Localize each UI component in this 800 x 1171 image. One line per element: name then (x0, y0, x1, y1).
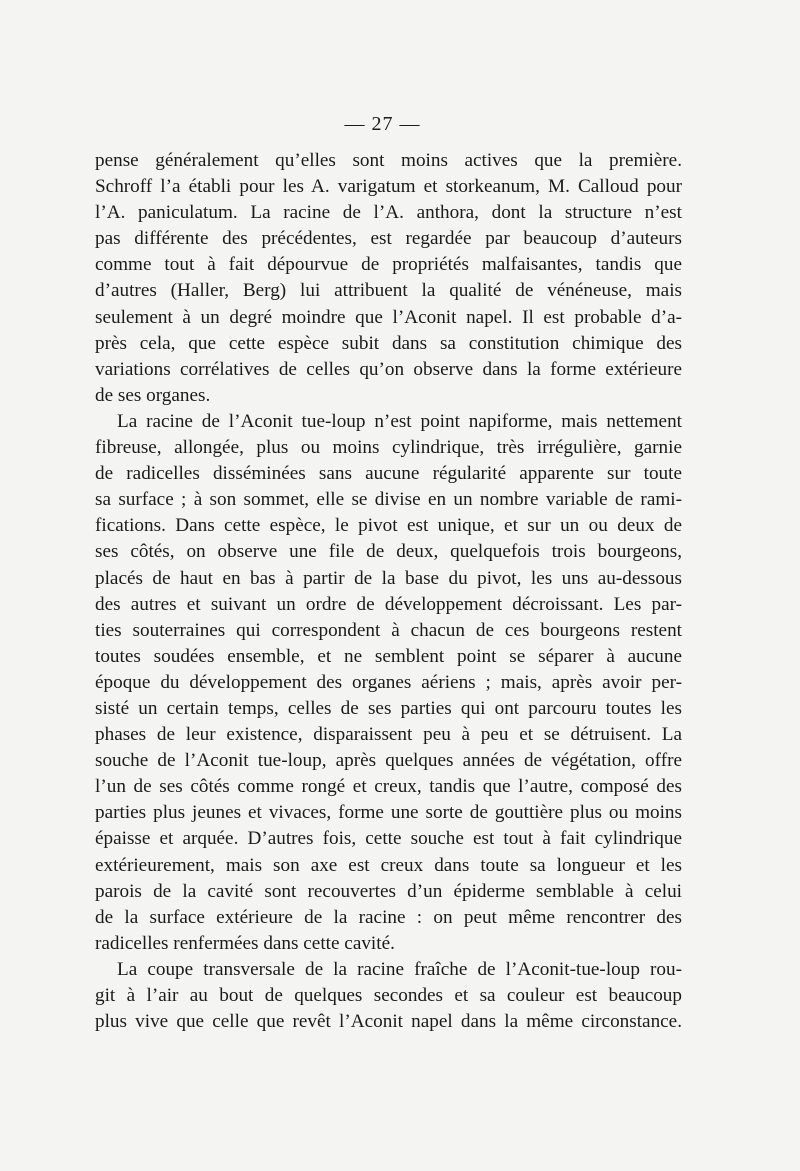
text-line: pas différente des précédentes, est regardée par beaucoup d’auteurs (95, 228, 682, 250)
text-line: extérieurement, mais son axe est creux dans toute sa longueur et les (95, 854, 682, 876)
text-line: de radicelles disséminées sans aucune régularité apparente sur toute (95, 463, 682, 485)
text-line: près cela, que cette espèce subit dans sa constitution chimique des (95, 332, 682, 354)
text-line: ses côtés, on observe une file de deux, quelquefois trois bourgeons, (95, 541, 682, 563)
text-line: plus vive que celle que revêt l’Aconit napel dans la même circonstance. (95, 1011, 682, 1033)
text-line: sa surface ; à son sommet, elle se divise en un nombre variable de rami- (95, 489, 682, 511)
text-line: des autres et suivant un ordre de développement décroissant. Les par- (95, 593, 682, 615)
text-line: radicelles renfermées dans cette cavité. (95, 932, 395, 954)
text-line: de la surface extérieure de la racine : on peut même rencontrer des (95, 906, 682, 928)
text-line: seulement à un degré moindre que l’Aconit napel. Il est probable d’a- (95, 306, 682, 328)
text-line: parois de la cavité sont recouvertes d’un épiderme semblable à celui (95, 880, 682, 902)
text-line: fications. Dans cette espèce, le pivot est unique, et sur un ou deux de (95, 515, 682, 537)
page-number: — 27 — (344, 113, 421, 135)
text-line: placés de haut en bas à partir de la base du pivot, les uns au-dessous (95, 567, 682, 589)
text-line: souche de l’Aconit tue-loup, après quelques années de végétation, offre (95, 750, 682, 772)
text-line: de ses organes. (95, 384, 211, 406)
text-line: La coupe transversale de la racine fraîche de l’Aconit-tue-loup rou- (117, 958, 682, 980)
text-line: Schroff l’a établi pour les A. varigatum et storkeanum, M. Calloud pour (95, 176, 682, 198)
text-line: épaisse et arquée. D’autres fois, cette souche est tout à fait cylindrique (95, 828, 682, 850)
text-line: l’A. paniculatum. La racine de l’A. anthora, dont la structure n’est (95, 202, 682, 224)
text-line: parties plus jeunes et vivaces, forme une sorte de gouttière plus ou moins (95, 802, 682, 824)
text-line: variations corrélatives de celles qu’on observe dans la forme extérieure (95, 358, 682, 380)
text-line: sisté un certain temps, celles de ses parties qui ont parcouru toutes les (95, 697, 682, 719)
text-line: fibreuse, allongée, plus ou moins cylindrique, très irrégulière, garnie (95, 437, 682, 459)
text-line: ties souterraines qui correspondent à chacun de ces bourgeons restent (95, 619, 682, 641)
text-line: phases de leur existence, disparaissent peu à peu et se détruisent. La (95, 724, 682, 746)
text-line: toutes soudées ensemble, et ne semblent point se séparer à aucune (95, 645, 682, 667)
text-line: d’autres (Haller, Berg) lui attribuent la qualité de vénéneuse, mais (95, 280, 682, 302)
text-line: l’un de ses côtés comme rongé et creux, tandis que l’autre, composé des (95, 776, 682, 798)
text-line: La racine de l’Aconit tue-loup n’est point napiforme, mais nettement (117, 410, 682, 432)
text-line: pense généralement qu’elles sont moins actives que la première. (95, 150, 682, 171)
body-text (95, 148, 682, 1035)
text-line: git à l’air au bout de quelques secondes et sa couleur est beaucoup (95, 985, 682, 1006)
text-line: époque du développement des organes aériens ; mais, après avoir per- (95, 671, 682, 693)
text-line: comme tout à fait dépourvue de propriétés malfaisantes, tandis que (95, 254, 682, 276)
